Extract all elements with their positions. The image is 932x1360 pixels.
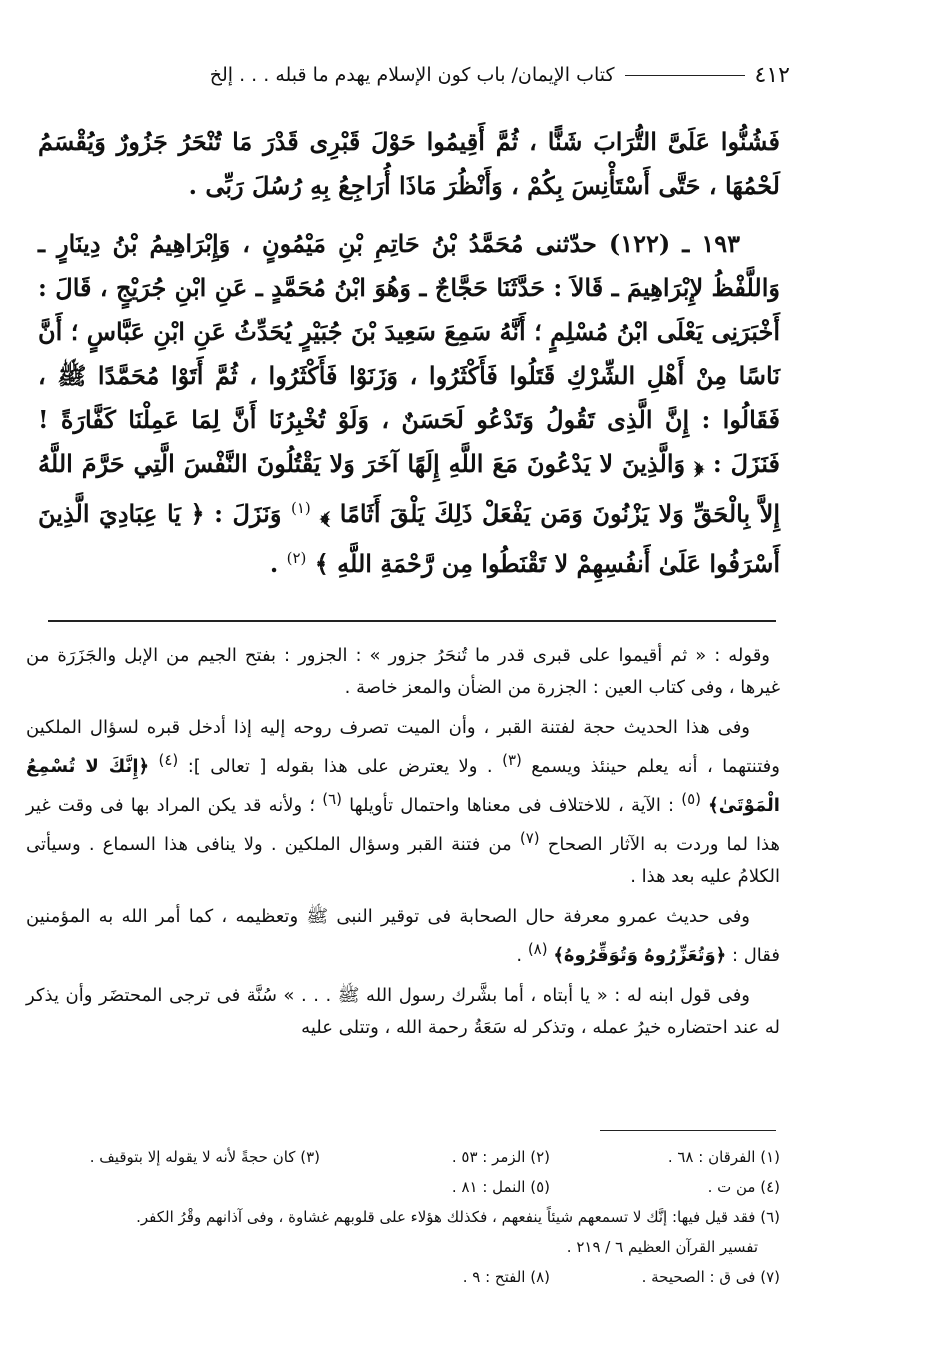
hadith-end-mark: . bbox=[269, 549, 279, 578]
page-number: ٤١٢ bbox=[754, 62, 790, 88]
footnote-separator bbox=[600, 1130, 776, 1131]
footnote-8: (٨) الفتح : ٩ . bbox=[462, 1268, 550, 1286]
header-rule bbox=[625, 75, 745, 76]
footnote-5: (٥) النمل : ٨١ . bbox=[451, 1178, 550, 1196]
commentary-paragraph-3 bbox=[26, 901, 780, 972]
footnote-row bbox=[40, 1142, 780, 1172]
commentary-separator bbox=[48, 620, 776, 622]
commentary-text: . bbox=[516, 945, 523, 966]
footnotes bbox=[40, 1142, 780, 1292]
footnote-ref-1: (١) bbox=[290, 499, 311, 517]
footnote-ref-8: (٨) bbox=[527, 940, 548, 958]
hadith-body-tail: وَنَزَلَ : ﴿ يَا عِبَادِيَ الَّذِينَ أَسْرَفُوا عَلَىٰ أَنفُسِهِمْ لا تَقْنَطُوا مِن رَّحْمَةِ اللَّهِ ﴾ bbox=[38, 499, 780, 578]
hadith-paragraph-193 bbox=[38, 222, 780, 586]
footnote-ref-6: (٦) bbox=[322, 790, 343, 808]
running-header bbox=[30, 58, 790, 92]
quran-quote: ﴿إِنَّكَ لا تُسْمِعُ الْمَوْتَىٰ﴾ bbox=[26, 756, 780, 816]
footnote-6-continuation: تفسير القرآن العظيم ٦ / ٢١٩ . bbox=[566, 1238, 758, 1256]
hadith-text bbox=[38, 120, 780, 600]
footnote-3: (٣) كان حجةً لأنه لا يقوله إلا بتوقيف . bbox=[89, 1148, 320, 1166]
footnote-ref-4: (٤) bbox=[158, 751, 179, 769]
commentary-text: : الآية ، للاختلاف فى معناها واحتمال تأويلها bbox=[349, 795, 675, 816]
commentary-text: من فتنة القبر وسؤال الملكين . ولا ينافى هذا السماع . وسيأتى الكلامُ عليه بعد هذا . bbox=[26, 834, 780, 887]
footnote-7: (٧) فى ق : الصحيحة . bbox=[641, 1268, 780, 1286]
footnote-ref-3: (٣) bbox=[502, 751, 522, 769]
commentary-paragraph-1: وقوله : « ثم أقيموا على قبرى قدر ما تُنحَرُ جزور » : الجزور : بفتح الجيم من الإبل والجَزَرَة من غيرها ، وفى كتاب العين : الجزرة من الضأن والمعز خاصة . bbox=[26, 645, 780, 698]
footnote-ref-7: (٧) bbox=[519, 829, 540, 847]
commentary-text: ؛ ولأنه قد يكن المراد بها فى وقت غير هذا لما وردت به الآثار الصحاح bbox=[26, 795, 780, 855]
commentary-text: وفى حديث عمرو معرفة حال الصحابة فى توقير النبى ﷺ وتعظيمه ، كما أمر الله به المؤمنين فقال : bbox=[26, 906, 780, 966]
hadith-body: ١٩٣ ـ (١٢٢) حدّثنى مُحَمَّدُ بْنُ حَاتِمِ بْنِ مَيْمُونٍ ، وَإِبْرَاهِيمُ بْنُ دِينَارٍ ـ وَاللَّفْظُ لإِبْرَاهِيمَ ـ قَالاَ : حَدَّثَنَا حَجَّاجٌ ـ وَهُوَ ابْنُ مُحَمَّدٍ ـ عَنِ ابْنِ جُرَيْجٍ ، قَالَ : أَخْبَرَنِى يَعْلَى ابْنُ مُسْلِمٍ ؛ أَنَّهُ سَمِعَ سَعِيدَ بْنَ جُبَيْرٍ يُحَدِّثُ عَنِ ابْنِ عَبَّاسٍ ؛ أَنَّ نَاسًا مِنْ أَهْلِ الشِّرْكِ قَتَلُوا فَأَكْثَرُوا ، وَزَنَوْا فَأَكْثَرُوا ، ثُمَّ أَتَوْا مُحَمَّدًا ﷺ ، فَقَالُوا : إِنَّ الَّذِى تَقُولُ وَتَدْعُو لَحَسَنٌ ، وَلَوْ تُخْبِرُنَا أَنَّ لِمَا عَمِلْنَا كَفَّارَةً ! فَنَزَلَ : ﴿ وَالَّذِينَ لا يَدْعُونَ مَعَ اللَّهِ إِلَهًا آخَرَ وَلا يَقْتُلُونَ النَّفْسَ الَّتِي حَرَّمَ اللَّهُ إِلاَّ بِالْحَقِّ وَلا يَزْنُونَ وَمَن يَفْعَلْ ذَلِكَ يَلْقَ أَثَامًا ﴾ bbox=[38, 229, 781, 528]
footnote-2: (٢) الزمر : ٥٣ . bbox=[451, 1148, 550, 1166]
commentary-paragraph-4: وفى قول ابنه له : « يا أبتاه ، أما بشَّرك رسول الله ﷺ . . . » سُنَّة فى ترجى المحتضَر وأن يذكر له عند احتضاره خيرُ عمله ، وتذكر له سَعَةُ رحمة الله ، وتتلى عليه bbox=[26, 985, 780, 1038]
footnote-4: (٤) من ت . bbox=[707, 1178, 780, 1196]
footnote-row bbox=[40, 1172, 780, 1202]
footnote-6: (٦) فقد قيل فيها: إنَّك لا تسمعهم شيئاً ينفعهم ، فكذلك هؤلاء على قلوبهم غشاوة ، وفى آذانهم وقْرُ الكفر. bbox=[136, 1208, 780, 1226]
footnote-ref-2: (٢) bbox=[286, 549, 307, 567]
footnote-ref-5: (٥) bbox=[681, 790, 702, 808]
commentary-paragraph-2 bbox=[26, 712, 780, 893]
commentary-text: . ولا يعترض على هذا بقوله [ تعالى ]: bbox=[187, 756, 493, 777]
footnote-row bbox=[40, 1262, 780, 1292]
commentary-text: وفى هذا الحديث حجة لفتنة القبر ، وأن الميت تصرف روحه إليه إذا أدخل قبره لسؤال الملكين وفتنتهما ، أنه يعلم حينئذ ويسمع bbox=[26, 717, 780, 777]
footnote-1: (١) الفرقان : ٦٨ . bbox=[667, 1148, 780, 1166]
commentary bbox=[26, 640, 780, 1052]
quran-quote: ﴿وَتُعَزِّرُوهُ وَتُوَقِّرُوهُ﴾ bbox=[553, 945, 727, 966]
hadith-paragraph-continuation: فَشُنُّوا عَلَىَّ التُّرَابَ شَنًّا ، ثُمَّ أَقِيمُوا حَوْلَ قَبْرِى قَدْرَ مَا تُنْحَرُ جَزُورٌ وَيُقْسَمُ لَحْمُهَا ، حَتَّى أَسْتَأْنِسَ بِكُمْ ، وَأَنْظُرَ مَاذَا أُرَاجِعُ بِهِ رُسُلَ رَبِّى . bbox=[38, 127, 780, 200]
header-title: كتاب الإيمان/ باب كون الإسلام يهدم ما قبله . . . إلخ bbox=[209, 64, 615, 86]
